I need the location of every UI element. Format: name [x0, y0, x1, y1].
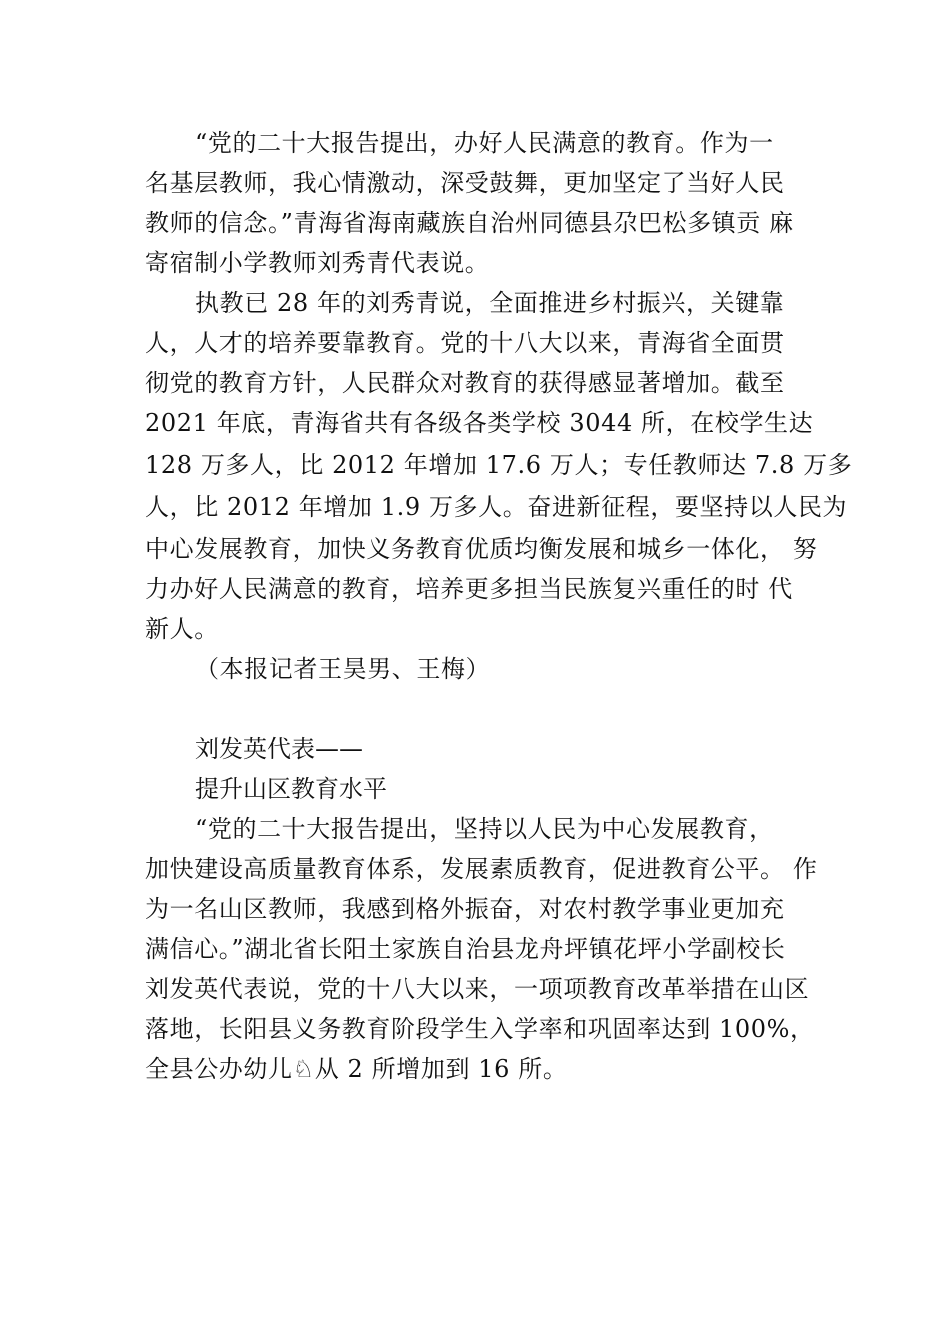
section-heading: 刘发英代表——: [195, 735, 363, 763]
paragraph-line: 中心发展教育，加快义务教育优质均衡发展和城乡一体化， 努: [145, 535, 818, 563]
paragraph-line: “党的二十大报告提出，坚持以人民为中心发展教育，: [195, 815, 774, 843]
paragraph-line: 加快建设高质量教育体系，发展素质教育，促进教育公平。 作: [145, 855, 818, 883]
paragraph-line: 128 万多人，比 2012 年增加 17.6 万人；专任教师达 7.8 万多: [145, 451, 853, 479]
paragraph-line: 执教已 28 年的刘秀青说，全面推进乡村振兴，关键靠: [195, 289, 785, 317]
paragraph-line: “党的二十大报告提出，办好人民满意的教育。作为一: [195, 129, 774, 157]
paragraph-line: 名基层教师，我心情激动，深受鼓舞，更加坚定了当好人民: [145, 169, 785, 197]
paragraph-line: 寄宿制小学教师刘秀青代表说。: [145, 249, 490, 277]
paragraph-line: 彻党的教育方针，人民群众对教育的获得感显著增加。截至: [145, 369, 785, 397]
section-subheading: 提升山区教育水平: [195, 775, 387, 803]
paragraph-line: 2021 年底，青海省共有各级各类学校 3044 所，在校学生达: [145, 409, 814, 437]
paragraph-line: 为一名山区教师，我感到格外振奋，对农村教学事业更加充: [145, 895, 785, 923]
paragraph-line: 人，比 2012 年增加 1.9 万多人。奋进新征程，要坚持以人民为: [145, 493, 848, 521]
paragraph-line: 力办好人民满意的教育，培养更多担当民族复兴重任的时 代: [145, 575, 793, 603]
paragraph-line: 人，人才的培养要靠教育。党的十八大以来，青海省全面贯: [145, 329, 785, 357]
paragraph-line: 刘发英代表说，党的十八大以来，一项项教育改革举措在山区: [145, 975, 810, 1003]
paragraph-line: 满信心。”湖北省长阳土家族自治县龙舟坪镇花坪小学副校长: [145, 935, 786, 963]
paragraph-line: 全县公办幼儿♘从 2 所增加到 16 所。: [145, 1055, 568, 1083]
byline: （本报记者王昊男、王梅）: [195, 655, 491, 683]
paragraph-line: 教师的信念。”青海省海南藏族自治州同德县尕巴松多镇贡 麻: [145, 209, 794, 237]
paragraph-line: 落地，长阳县义务教育阶段学生入学率和巩固率达到 100%，: [145, 1015, 815, 1043]
paragraph-line: 新人。: [145, 615, 219, 643]
